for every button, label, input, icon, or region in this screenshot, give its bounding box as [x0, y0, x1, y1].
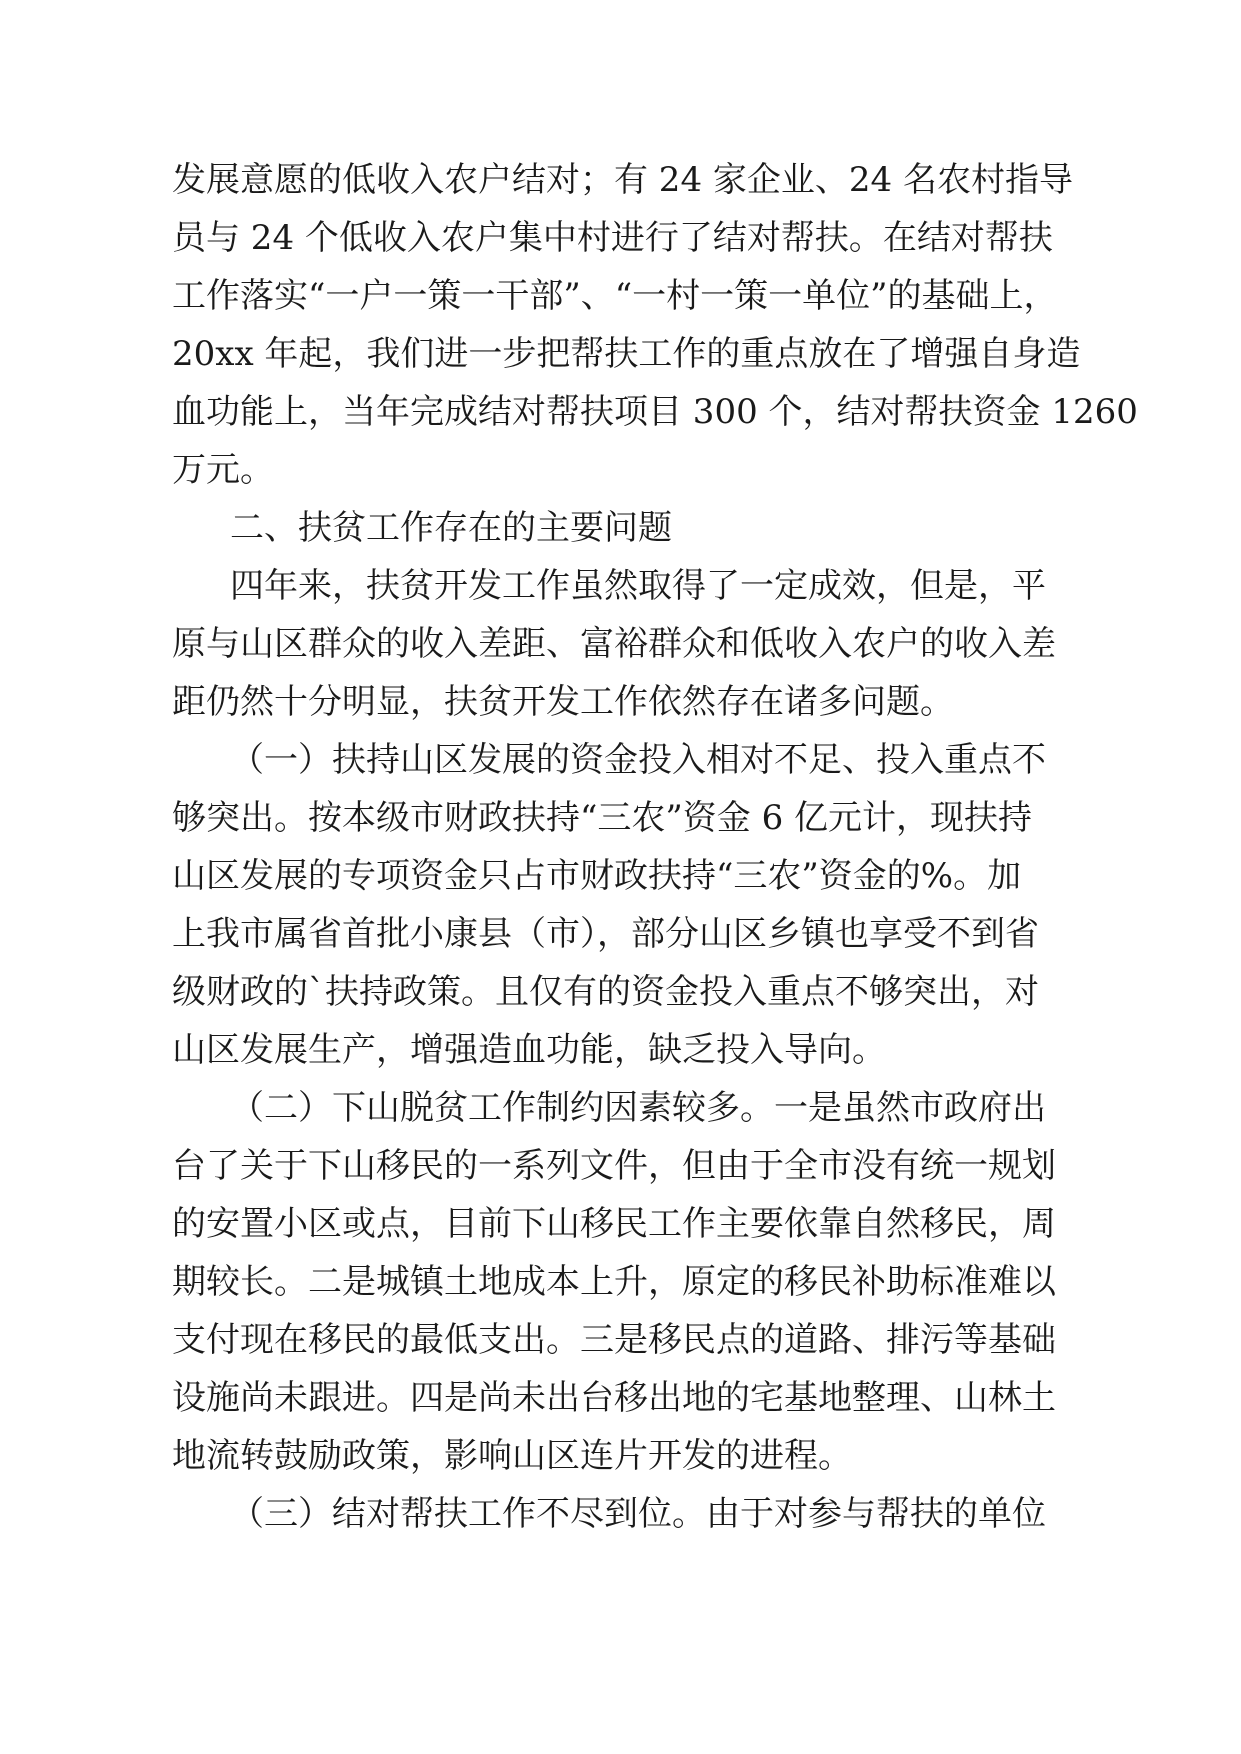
text-line: 上我市属省首批小康县（市），部分山区乡镇也享受不到省: [172, 914, 1039, 954]
text-line: 支付现在移民的最低支出。三是移民点的道路、排污等基础: [172, 1320, 1056, 1360]
text-line: 原与山区群众的收入差距、富裕群众和低收入农户的收入差: [172, 624, 1056, 664]
text-line: 四年来，扶贫开发工作虽然取得了一定成效，但是，平: [230, 566, 1046, 606]
text-line: 距仍然十分明显，扶贫开发工作依然存在诸多问题。: [172, 682, 954, 722]
subsection-line: （三）结对帮扶工作不尽到位。由于对参与帮扶的单位: [230, 1494, 1046, 1534]
text-line: 设施尚未跟进。四是尚未出台移出地的宅基地整理、山林土: [172, 1378, 1056, 1418]
text-line: 的安置小区或点，目前下山移民工作主要依靠自然移民，周: [172, 1204, 1056, 1244]
subsection-line: （二）下山脱贫工作制约因素较多。一是虽然市政府出: [230, 1088, 1046, 1128]
text-line: 级财政的`扶持政策。且仅有的资金投入重点不够突出，对: [172, 972, 1039, 1012]
text-line: 山区发展生产，增强造血功能，缺乏投入导向。: [172, 1030, 886, 1070]
subsection-line: （一）扶持山区发展的资金投入相对不足、投入重点不: [230, 740, 1046, 780]
text-line: 万元。: [172, 450, 274, 490]
text-line: 台了关于下山移民的一系列文件，但由于全市没有统一规划: [172, 1146, 1056, 1186]
text-line: 发展意愿的低收入农户结对；有 24 家企业、24 名农村指导: [172, 160, 1073, 200]
text-line: 山区发展的专项资金只占市财政扶持“三农”资金的%。加: [172, 856, 1022, 896]
section-heading: 二、扶贫工作存在的主要问题: [230, 508, 672, 548]
text-line: 够突出。按本级市财政扶持“三农”资金 6 亿元计，现扶持: [172, 798, 1033, 838]
text-line: 血功能上，当年完成结对帮扶项目 300 个，结对帮扶资金 1260: [172, 392, 1138, 432]
text-line: 员与 24 个低收入农户集中村进行了结对帮扶。在结对帮扶: [172, 218, 1053, 258]
text-line: 地流转鼓励政策，影响山区连片开发的进程。: [172, 1436, 852, 1476]
text-line: 20xx 年起，我们进一步把帮扶工作的重点放在了增强自身造: [172, 334, 1081, 374]
text-line: 工作落实“一户一策一干部”、“一村一策一单位”的基础上，: [172, 276, 1058, 316]
text-line: 期较长。二是城镇土地成本上升，原定的移民补助标准难以: [172, 1262, 1056, 1302]
